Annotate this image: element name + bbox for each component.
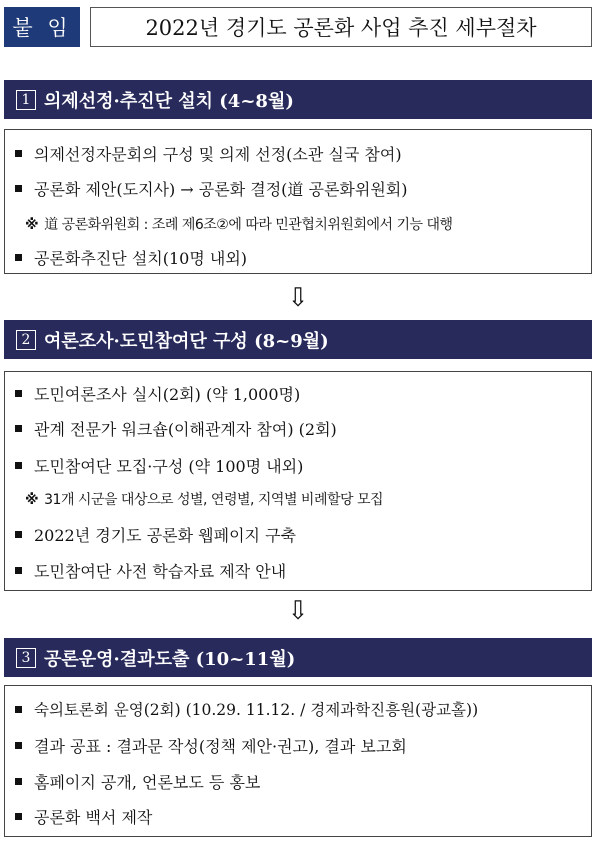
list-item: 관계 전문가 워크숍(이해관계자 참여) (2회) (15, 417, 587, 440)
list-item: 도민참여단 모집·구성 (약 100명 내외) (15, 454, 587, 477)
section-1-header (4, 80, 592, 119)
bullet-icon (15, 254, 22, 261)
section-3-body (4, 685, 592, 837)
reference-mark-icon: ※ (25, 492, 39, 508)
section-2-header (4, 320, 592, 359)
bullet-icon (15, 813, 22, 820)
down-arrow-icon: ⇩ (287, 596, 309, 626)
bullet-icon (15, 462, 22, 469)
section-3-number: 3 (16, 648, 36, 668)
bullet-icon (15, 390, 22, 397)
list-item: 2022년 경기도 공론화 웹페이지 구축 (15, 523, 587, 546)
list-item: 도민참여단 사전 학습자료 제작 안내 (15, 559, 587, 582)
list-item: 결과 공표 : 결과문 작성(정책 제안·권고), 결과 보고회 (15, 734, 587, 757)
bullet-icon (15, 531, 22, 538)
section-1-body (4, 129, 592, 274)
section-2-body (4, 371, 592, 591)
section-2-number: 2 (16, 330, 36, 350)
attachment-tag: 붙 임 (4, 7, 80, 47)
bullet-icon (15, 778, 22, 785)
header (4, 7, 592, 47)
note: ※ 31개 시군을 대상으로 성별, 연령별, 지역별 비례할당 모집 (25, 492, 384, 508)
bullet-icon (15, 150, 22, 157)
bullet-icon (15, 706, 22, 713)
bullet-icon (15, 567, 22, 574)
bullet-icon (15, 185, 22, 192)
page-title: 2022년 경기도 공론화 사업 추진 세부절차 (90, 7, 592, 47)
section-3-title: 공론운영·결과도출 (10~11월) (44, 648, 296, 670)
section-2-title: 여론조사·도민참여단 구성 (8~9월) (44, 330, 329, 352)
reference-mark-icon: ※ (25, 217, 39, 233)
list-item: 공론화 백서 제작 (15, 805, 587, 828)
section-1-number: 1 (16, 90, 36, 110)
bullet-icon (15, 425, 22, 432)
list-item: 도민여론조사 실시(2회) (약 1,000명) (15, 382, 587, 405)
section-1-title: 의제선정·추진단 설치 (4~8월) (44, 90, 294, 112)
down-arrow-icon: ⇩ (287, 283, 309, 313)
list-item: 의제선정자문회의 구성 및 의제 선정(소관 실국 참여) (15, 142, 587, 165)
list-item: 공론화 제안(도지사) → 공론화 결정(道 공론화위원회) (15, 177, 587, 200)
list-item: 홈페이지 공개, 언론보도 등 홍보 (15, 770, 587, 793)
list-item: 공론화추진단 설치(10명 내외) (15, 246, 587, 269)
section-3-header (4, 638, 592, 677)
note: ※ 道 공론화위원회 : 조례 제6조②에 따라 민관협치위원회에서 기능 대행 (25, 217, 453, 233)
bullet-icon (15, 742, 22, 749)
list-item: 숙의토론회 운영(2회) (10.29. 11.12. / 경제과학진흥원(광교홀)) (15, 698, 587, 720)
